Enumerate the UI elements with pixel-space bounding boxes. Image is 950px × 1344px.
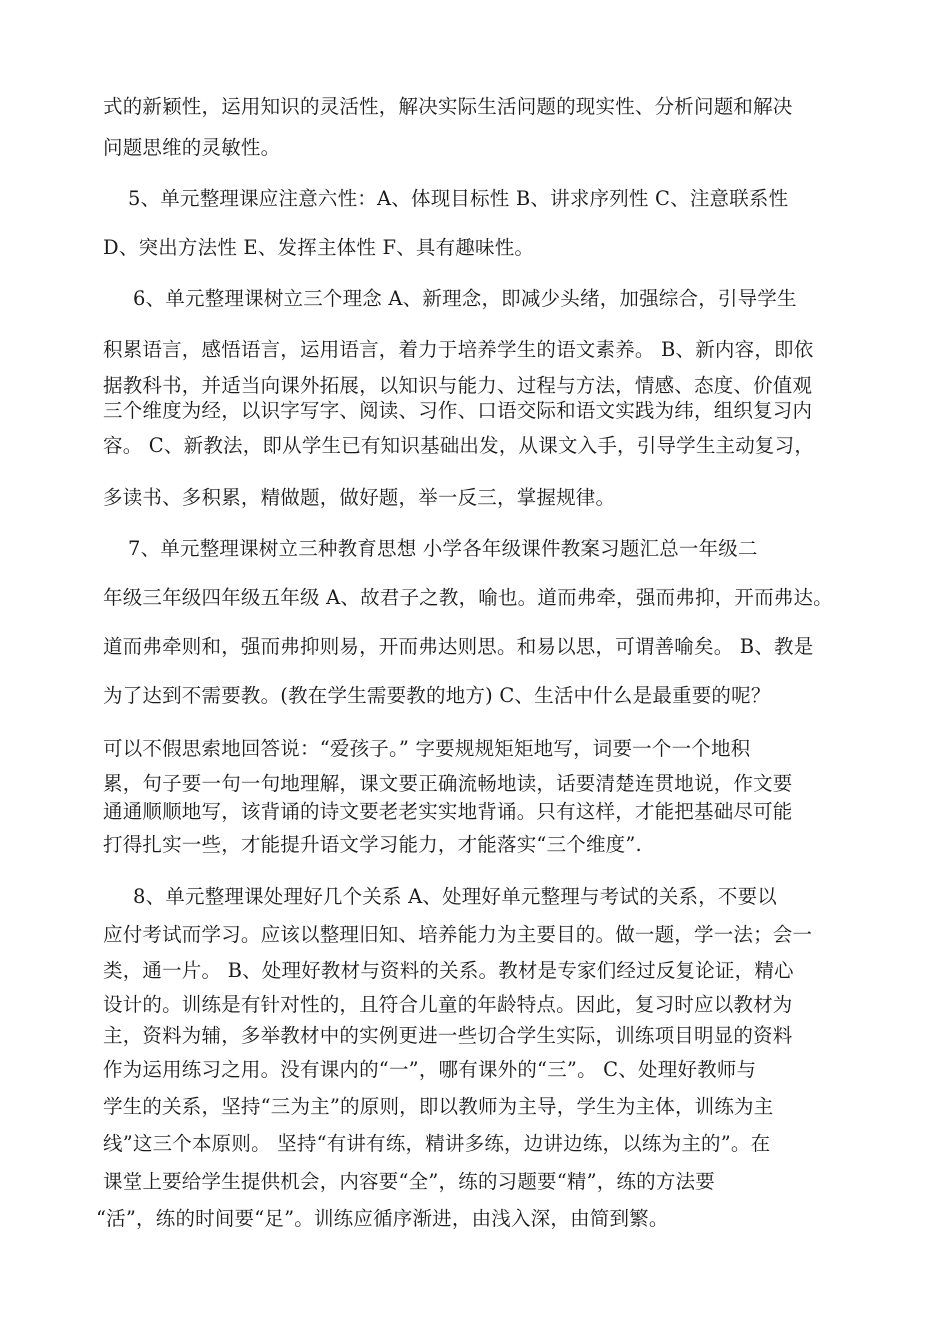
text-line: 打得扎实一些，才能提升语文学习能力，才能落实“三个维度”.: [103, 833, 642, 856]
text-line: 主，资料为辅，多举教材中的实例更进一些切合学生实际，训练项目明显的资料: [103, 1024, 793, 1047]
text-line: 7、单元整理课树立三种教育思想 小学各年级课件教案习题汇总一年级二: [128, 537, 758, 560]
text-line: 式的新颖性，运用知识的灵活性，解决实际生活问题的现实性、分析问题和解决: [103, 95, 793, 118]
text-line: 问题思维的灵敏性。: [103, 136, 281, 159]
text-line: 可以不假思索地回答说：“爱孩子。” 字要规规矩矩地写，词要一个一个地积: [103, 737, 751, 760]
text-line: 道而弗牵则和，强而弗抑则易，开而弗达则思。和易以思，可谓善喻矣。 B、教是: [103, 635, 814, 658]
text-line: 5、单元整理课应注意六性：A、体现目标性 B、讲求序列性 C、注意联系性: [128, 187, 789, 210]
text-line: 容。 C、新教法，即从学生已有知识基础出发，从课文入手，引导学生主动复习，: [103, 434, 815, 457]
text-line: 应付考试而学习。应该以整理旧知、培养能力为主要目的。做一题，学一法；会一: [103, 923, 813, 946]
text-line: 据教科书，并适当向课外拓展，以知识与能力、过程与方法，情感、态度、价值观: [103, 374, 813, 397]
text-line: 多读书、多积累，精做题，做好题，举一反三，掌握规律。: [103, 486, 616, 509]
text-line: 年级三年级四年级五年级 A、故君子之教，喻也。道而弗牵，强而弗抑，开而弗达。: [103, 586, 833, 609]
text-line: 学生的关系，坚持“三为主”的原则，即以教师为主导，学生为主体，训练为主: [103, 1095, 774, 1118]
text-line: 为了达到不需要教。(教在学生需要教的地方) C、生活中什么是最重要的呢？: [103, 684, 771, 707]
text-line: 作为运用练习之用。没有课内的“一”，哪有课外的“三”。 C、处理好教师与: [103, 1058, 757, 1081]
text-line: 类，通一片。 B、处理好教材与资料的关系。教材是专家们经过反复论证，精心: [103, 959, 794, 982]
text-line: 通通顺顺地写，该背诵的诗文要老老实实地背诵。只有这样，才能把基础尽可能: [103, 800, 793, 823]
text-line: 积累语言，感悟语言，运用语言，着力于培养学生的语文素养。 B、新内容，即依: [103, 338, 814, 361]
text-line: 线”这三个本原则。 坚持“有讲有练，精讲多练，边讲边练，以练为主的”。在: [103, 1132, 771, 1155]
text-line: D、突出方法性 E、发挥主体性 F、具有趣味性。: [103, 236, 535, 259]
text-line: “活”，练的时间要“足”。训练应循序渐进，由浅入深，由简到繁。: [96, 1207, 669, 1230]
text-line: 三个维度为经，以识字写字、阅读、习作、口语交际和语文实践为纬，组织复习内: [103, 399, 813, 422]
text-line: 设计的。训练是有针对性的，且符合儿童的年龄特点。因此，复习时应以教材为: [103, 993, 793, 1016]
text-line: 课堂上要给学生提供机会，内容要“全”，练的习题要“精”，练的方法要: [103, 1170, 715, 1193]
text-line: 累，句子要一句一句地理解，课文要正确流畅地读，话要清楚连贯地说，作文要: [103, 772, 793, 795]
text-line: 6、单元整理课树立三个理念 A、新理念，即减少头绪，加强综合，引导学生: [133, 287, 797, 310]
text-line: 8、单元整理课处理好几个关系 A、处理好单元整理与考试的关系，不要以: [133, 885, 777, 908]
